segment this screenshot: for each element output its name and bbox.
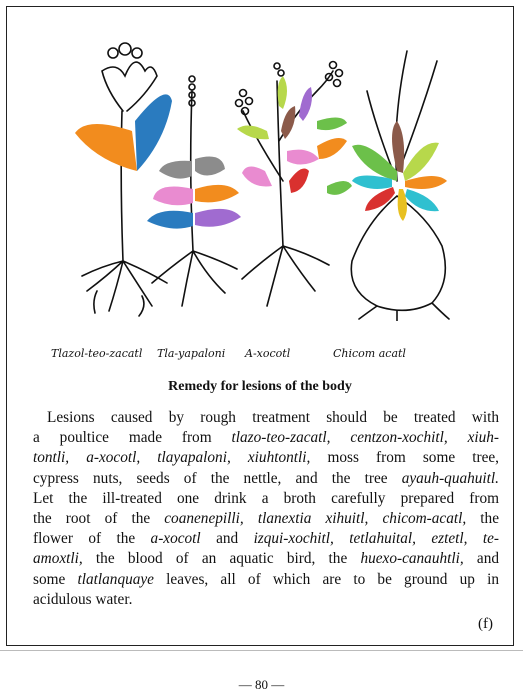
paragraph-line [33,469,499,489]
plant-name-text: tlatlanquaye [77,570,154,588]
paragraph-line [33,549,499,569]
paragraph-line [33,529,499,549]
paragraph-line [33,448,499,468]
paragraph-text: cypress nuts, seeds of the nettle, and the tree [33,469,402,487]
caption-tla-yapaloni: Tla-yapaloni [157,347,226,360]
paragraph-text: the blood of an aquatic bird, the [82,550,361,568]
plant-name-text: coanenepilli, tlanextia xihuitl, chicom-acatl, [164,510,467,528]
paragraph-text: leaves, all of which are to be ground up in [153,570,499,588]
page-number: — 80 — [238,677,285,692]
paragraph-line [33,570,499,590]
paragraph-line [33,408,499,428]
plant-name-text: a-xocotl [150,530,201,548]
herbal-illustration [47,21,487,321]
paragraph-text: flower of the [33,530,151,548]
paragraph-text: and [200,530,254,548]
paragraph-text: a poultice made from [33,429,232,447]
paragraph-text: and [463,550,500,568]
paragraph-text: Let the ill-treated one drink a broth carefully prepared from [33,489,499,507]
section-title: Remedy for lesions of the body [168,379,352,394]
plant-name-text: tontli, a-xocotl, tlayapaloni, xiuhtontli, [33,449,311,467]
plant-name-text: huexo-canauhtli, [360,550,464,568]
plant-name-text: ayauh-quahuitl. [401,469,499,487]
plant-a-xocotl [236,62,343,307]
plant-name-text: tlazo-teo-zacatl, centzon-xochitl, xiuh- [231,429,499,447]
section-mark: (f) [478,616,493,632]
caption-tlazol-teo-zacatl: Tlazol-teo-zacatl [51,347,143,360]
plant-tlazol-teo-zacatl [82,43,167,316]
paragraph-text: the [466,510,499,528]
paragraph-line [33,590,499,610]
paragraph-text: Lesions caused by rough treatment should be treated with [47,409,499,426]
paragraph-text: acidulous water. [33,590,133,608]
paragraph-line [33,428,499,448]
footer-rule [0,650,523,651]
remedy-paragraph [33,408,499,610]
page-frame [6,6,514,646]
paragraph-line [33,489,499,509]
paragraph-line [33,509,499,529]
caption-a-xocotl: A-xocotl [245,347,291,360]
paragraph-text: the root of the [33,510,165,528]
plant-name-text: izqui-xochitl, tetlahuital, eztetl, te- [253,530,499,548]
paragraph-text: moss from some tree, [310,449,499,467]
plant-name-text: amoxtli, [33,550,83,568]
paragraph-text: some [33,570,78,588]
caption-chicom-acatl: Chicom acatl [333,347,406,360]
